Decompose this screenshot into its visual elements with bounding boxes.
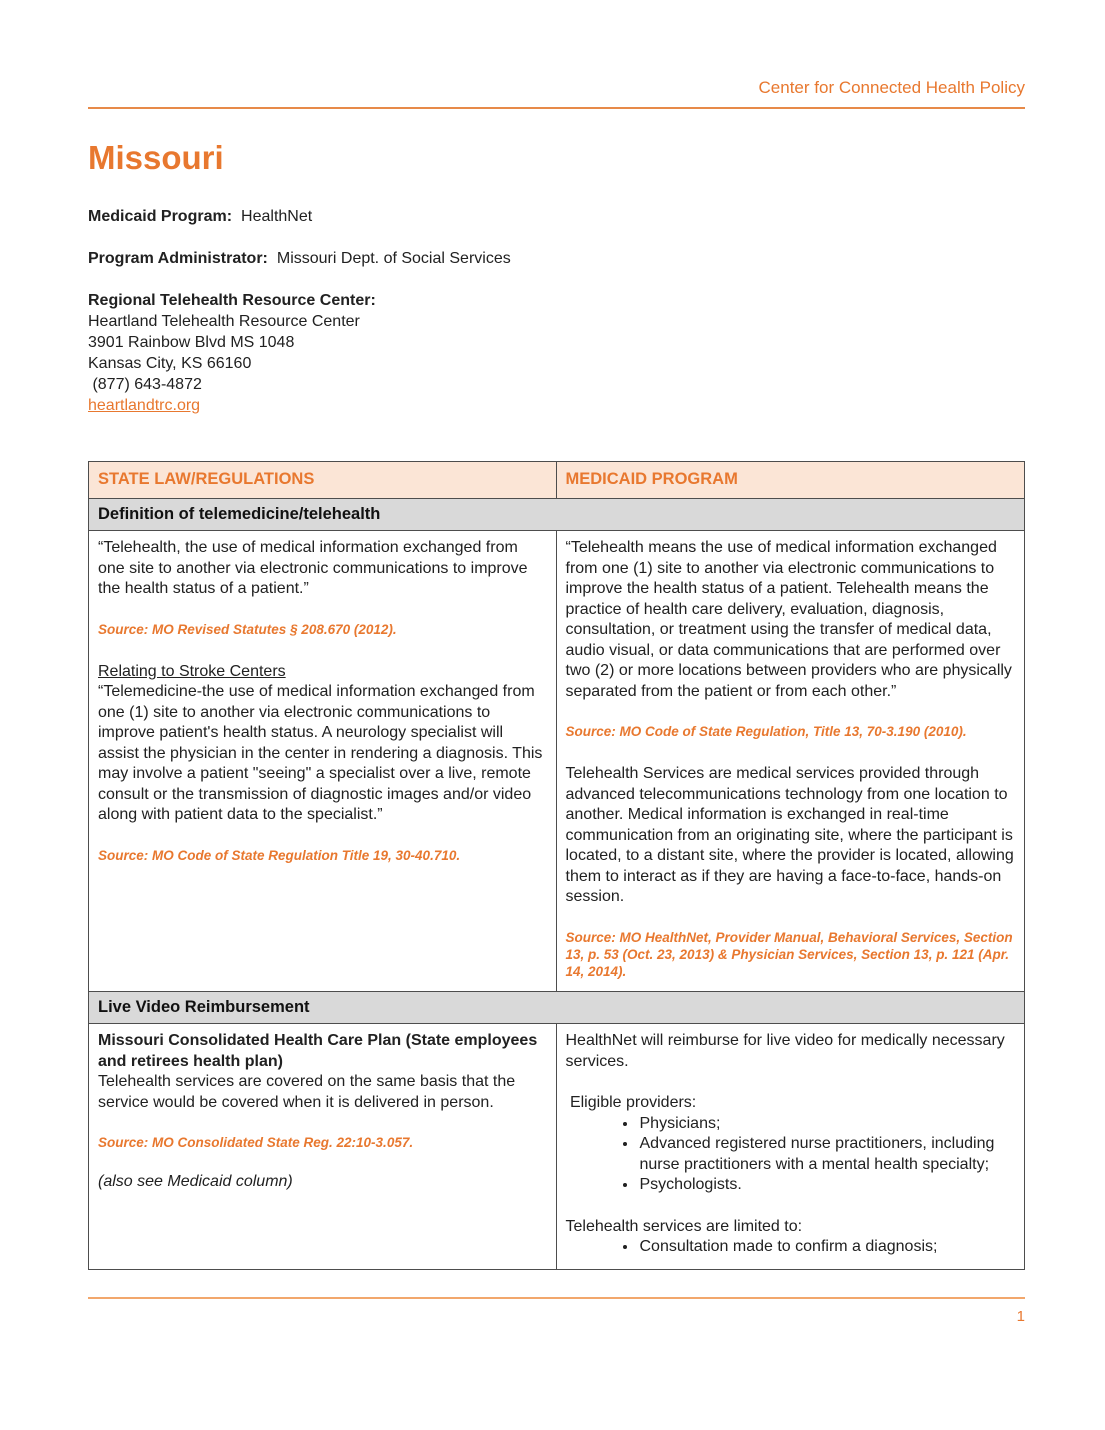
- resource-center-street: 3901 Rainbow Blvd MS 1048: [88, 334, 295, 351]
- document-header: [88, 0, 1025, 98]
- see-medicaid-column-note: (also see Medicaid column): [98, 1173, 293, 1190]
- policy-table: [88, 461, 1025, 1270]
- medicaid-program-line: [88, 206, 1025, 227]
- medicaid-definition-quote: “Telehealth means the use of medical information exchanged from one (1) site to another via electronic communications to improve the health status of a patient. Telehealth means the practice of health care delivery, evaluation, diagnosis, consultation, or treatment using the transfer of medical data, audio visual, or data communications that are performed over two (2) or more locations between providers who are physically separated from the patient or from each other.”: [565, 539, 1012, 700]
- eligible-providers-label: Eligible providers:: [565, 1094, 697, 1111]
- telehealth-services-paragraph: Telehealth Services are medical services provided through advanced telecommunications technology from one location to another. Medical information is exchanged in real-time communication from an originating site, where the participant is located, to a distant site, where the provider is located, allowing them to interact as if they are having a face-to-face, hands-on session.: [565, 765, 1014, 905]
- list-item: • Psychologists.: [638, 1175, 1015, 1196]
- state-definition-quote: “Telehealth, the use of medical information exchanged from one site to another via electronic communications to improve the health status of a patient.”: [98, 539, 528, 597]
- live-video-medicaid-cell: [557, 1024, 1025, 1269]
- list-item: • Physicians;: [638, 1114, 1015, 1135]
- medicaid-program-value: HealthNet: [241, 208, 313, 225]
- stroke-centers-quote: “Telemedicine-the use of medical information exchanged from one (1) site to another via electronic communications to improve patient's health status. A neurology specialist will assist the physician in the center in rendering a diagnosis. This may involve a patient "seeing" a specialist over a live, remote consult or the transmission of diagnostic images and/or video along with patient data to the specialist.”: [98, 683, 543, 823]
- page-title: Missouri: [88, 139, 224, 176]
- consolidated-plan-heading: Missouri Consolidated Health Care Plan (State employees and retirees health plan): [98, 1032, 538, 1070]
- org-name: Center for Connected Health Policy: [758, 78, 1025, 97]
- services-limited-list: [566, 1237, 1015, 1258]
- definition-content-row: [89, 531, 1024, 992]
- list-item: • Advanced registered nurse practitioners, including nurse practitioners with a mental health specialty;: [638, 1134, 1015, 1175]
- stroke-centers-source: Source: MO Code of State Regulation Title 19, 30-40.710.: [98, 847, 461, 863]
- header-divider: [88, 107, 1025, 109]
- resource-center-block: [88, 290, 1025, 416]
- section-row-definition: [89, 499, 1024, 532]
- consolidated-plan-text: Telehealth services are covered on the same basis that the service would be covered when it is delivered in person.: [98, 1073, 516, 1111]
- program-admin-value: Missouri Dept. of Social Services: [276, 250, 511, 267]
- section-row-live-video: [89, 992, 1024, 1025]
- table-header-row: [89, 462, 1024, 499]
- resource-center-link[interactable]: heartlandtrc.org: [88, 397, 201, 414]
- list-item: • Consultation made to confirm a diagnosis;: [638, 1237, 1015, 1258]
- program-info: [88, 206, 1025, 416]
- resource-center-phone: (877) 643-4872: [88, 376, 202, 393]
- resource-center-name: Heartland Telehealth Resource Center: [88, 313, 360, 330]
- program-admin-line: [88, 248, 1025, 269]
- consolidated-plan-source: Source: MO Consolidated State Reg. 22:10-3.057.: [98, 1135, 414, 1150]
- section-title-live-video: Live Video Reimbursement: [98, 997, 310, 1016]
- program-admin-label: Program Administrator:: [88, 250, 268, 267]
- resource-center-label: Regional Telehealth Resource Center:: [88, 292, 376, 309]
- definition-state-law-cell: [89, 531, 557, 991]
- page-number: 1: [1016, 1307, 1025, 1325]
- resource-center-link-line: [88, 395, 1025, 416]
- column-header-medicaid: MEDICAID PROGRAM: [565, 470, 738, 488]
- stroke-centers-subhead: Relating to Stroke Centers: [98, 662, 286, 680]
- footer-divider: [88, 1297, 1025, 1299]
- state-definition-source: Source: MO Revised Statutes § 208.670 (2012).: [98, 621, 397, 637]
- document-footer: [88, 1297, 1025, 1325]
- medicaid-definition-source: Source: MO Code of State Regulation, Title 13, 70-3.190 (2010).: [565, 724, 967, 739]
- telehealth-services-source: Source: MO HealthNet, Provider Manual, Behavioral Services, Section 13, p. 53 (Oct. 23, 2013) & Physician Services, Section 13, p. 121 (Apr. 14, 2014).: [565, 929, 1013, 979]
- services-limited-label: Telehealth services are limited to:: [565, 1217, 803, 1235]
- medicaid-program-label: Medicaid Program:: [88, 208, 233, 225]
- live-video-state-law-cell: [89, 1024, 557, 1269]
- resource-center-city: Kansas City, KS 66160: [88, 355, 252, 372]
- eligible-providers-list: [566, 1114, 1015, 1196]
- column-header-state-law: STATE LAW/REGULATIONS: [89, 462, 557, 498]
- healthnet-reimburse-text: HealthNet will reimburse for live video for medically necessary services.: [565, 1032, 1005, 1070]
- section-title-definition: Definition of telemedicine/telehealth: [98, 504, 381, 523]
- live-video-content-row: [89, 1024, 1024, 1269]
- definition-medicaid-cell: [557, 531, 1025, 991]
